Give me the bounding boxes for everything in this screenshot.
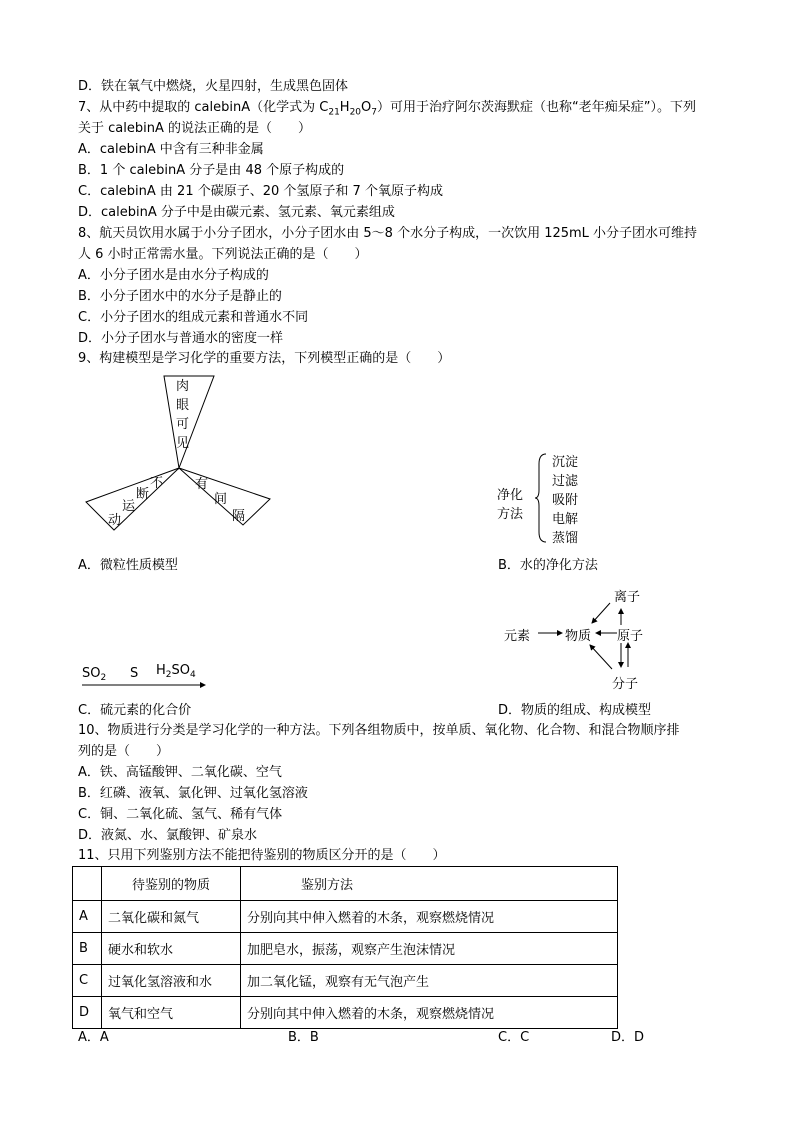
model-b-center-line2: 方法 xyxy=(497,507,524,522)
model-c-arrow-head-icon xyxy=(200,682,206,688)
table-row xyxy=(73,901,618,933)
model-b-item: 电解 xyxy=(552,512,579,527)
q10-option-c: C．铜、二氧化硫、氢气、稀有气体 xyxy=(78,807,283,822)
model-d-molecule: 分子 xyxy=(612,677,639,692)
model-a-right-char: 间 xyxy=(214,492,228,507)
table-cell: D xyxy=(73,997,102,1029)
q6-option-d: D．铁在氧气中燃烧，火星四射，生成黑色固体 xyxy=(78,79,349,94)
model-c-caption: C．硫元素的化合价 xyxy=(78,703,192,718)
model-a-top-char: 眼 xyxy=(176,398,190,413)
model-b-item: 蒸馏 xyxy=(552,531,579,546)
q7-option-a: A．calebinA 中含有三种非金属 xyxy=(78,142,264,157)
q11-answer-a: A．A xyxy=(78,1030,109,1045)
model-a-top-char: 肉 xyxy=(176,379,190,394)
q7-stem-line1: 7、从中药中提取的 calebinA（化学式为 $C_{21}H_{20}O_7$）可用于治疗阿尔茨海默症（也称“老年痴呆症”）。下列 xyxy=(78,100,696,118)
model-d-element: 元素 xyxy=(504,629,531,644)
model-c-so2: $SO_2$ xyxy=(82,666,107,683)
model-c-h2so4: $H_2SO_4$ xyxy=(156,663,196,680)
arrow-molecule-to-substance-icon xyxy=(590,645,612,669)
table-cell: 氧气和空气 xyxy=(102,997,241,1029)
model-b-item: 沉淀 xyxy=(552,455,579,470)
model-b-item: 吸附 xyxy=(552,493,579,508)
table-cell: 过氧化氢溶液和水 xyxy=(102,965,241,997)
model-a-right-char: 有 xyxy=(195,477,209,492)
q10-stem-line2: 列的是（ ） xyxy=(78,744,170,759)
model-a-top-char: 见 xyxy=(176,436,190,451)
model-a-top-char: 可 xyxy=(176,417,190,432)
table-cell: 分别向其中伸入燃着的木条，观察燃烧情况 xyxy=(241,901,618,933)
q10-option-d: D．液氮、水、氯酸钾、矿泉水 xyxy=(78,828,258,843)
q7-option-d: D．calebinA 分子中是由碳元素、氢元素、氧元素组成 xyxy=(78,205,395,220)
q10-option-b: B．红磷、液氧、氯化钾、过氧化氢溶液 xyxy=(78,786,308,801)
q8-option-c: C．小分子团水的组成元素和普通水不同 xyxy=(78,310,309,325)
q9-stem: 9、构建模型是学习化学的重要方法，下列模型正确的是（ ） xyxy=(78,351,451,366)
table-row xyxy=(73,997,618,1029)
table-cell: B xyxy=(73,933,102,965)
model-d-arrows xyxy=(530,595,650,680)
model-d-substance: 物质 xyxy=(565,629,592,644)
model-a-left-char: 不 xyxy=(150,476,164,491)
model-a-left-char: 动 xyxy=(108,513,122,528)
table-header-cell: 待鉴别的物质 xyxy=(102,867,241,901)
model-a-right-char: 隔 xyxy=(232,509,246,524)
table-row xyxy=(73,965,618,997)
q8-stem-line2: 人 6 小时正常需水量。下列说法正确的是（ ） xyxy=(78,247,368,262)
table-header-cell: 鉴别方法 xyxy=(241,867,618,901)
q8-option-d: D．小分子团水与普通水的密度一样 xyxy=(78,331,284,346)
q7-stem-line2: 关于 calebinA 的说法正确的是（ ） xyxy=(78,121,311,136)
table-cell: 分别向其中伸入燃着的木条，观察燃烧情况 xyxy=(241,997,618,1029)
q8-option-b: B．小分子团水中的水分子是静止的 xyxy=(78,289,282,304)
arrow-ion-to-substance-icon xyxy=(592,603,610,623)
table-header-row xyxy=(73,867,618,901)
q10-stem-line1: 10、物质进行分类是学习化学的一种方法。下列各组物质中，按单质、氧化物、化合物、和混合物顺序排 xyxy=(78,723,680,738)
q10-option-a: A．铁、高锰酸钾、二氧化碳、空气 xyxy=(78,765,282,780)
q11-answer-c: C．C xyxy=(498,1030,530,1045)
q8-stem-line1: 8、航天员饮用水属于小分子团水，小分子团水由 5～8 个水分子构成，一次饮用 125mL 小分子团水可维持 xyxy=(78,226,698,241)
table-cell: 硬水和软水 xyxy=(102,933,241,965)
table-cell: C xyxy=(73,965,102,997)
model-c-diagram xyxy=(82,660,212,694)
model-b-caption: B．水的净化方法 xyxy=(498,558,598,573)
table-cell: 二氧化碳和氮气 xyxy=(102,901,241,933)
model-d-atom: 原子 xyxy=(617,629,644,644)
model-a-diagram xyxy=(80,372,280,537)
model-a-caption: A．微粒性质模型 xyxy=(78,558,178,573)
model-c-s: S xyxy=(130,666,139,681)
model-a-left-char: 断 xyxy=(136,487,150,502)
table-header-cell xyxy=(73,867,102,901)
table-cell: 加肥皂水，振荡，观察产生泡沫情况 xyxy=(241,933,618,965)
model-b-center-line1: 净化 xyxy=(497,488,524,503)
q7-option-b: B．1 个 calebinA 分子是由 48 个原子构成的 xyxy=(78,163,345,178)
model-b-brace-icon xyxy=(534,452,548,544)
q7-option-c: C．calebinA 由 21 个碳原子、20 个氢原子和 7 个氧原子构成 xyxy=(78,184,443,199)
model-a-left-char: 运 xyxy=(122,499,136,514)
table-cell: 加二氧化锰，观察有无气泡产生 xyxy=(241,965,618,997)
model-b-item: 过滤 xyxy=(552,474,579,489)
model-d-ion: 离子 xyxy=(614,590,641,605)
table-row xyxy=(73,933,618,965)
q11-table xyxy=(72,866,618,1029)
q11-answer-b: B．B xyxy=(288,1030,319,1045)
q11-stem: 11、只用下列鉴别方法不能把待鉴别的物质区分开的是（ ） xyxy=(78,848,446,863)
model-d-caption: D．物质的组成、构成模型 xyxy=(498,703,652,718)
q11-answer-d: D．D xyxy=(611,1030,645,1045)
table-cell: A xyxy=(73,901,102,933)
q8-option-a: A．小分子团水是由水分子构成的 xyxy=(78,268,269,283)
